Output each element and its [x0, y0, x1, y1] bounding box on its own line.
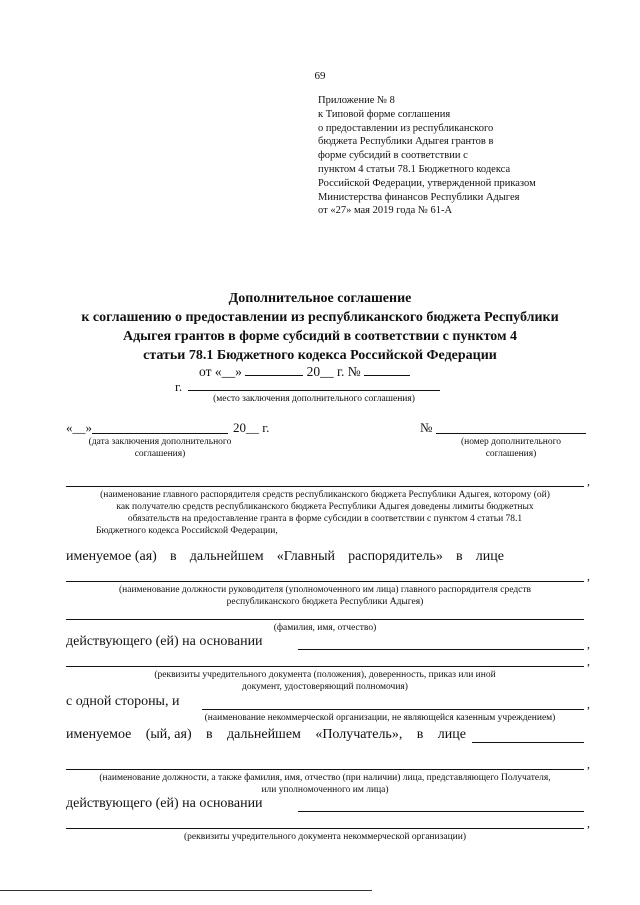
recipient-person-field[interactable]	[472, 742, 584, 743]
date-year: 20__ г.	[233, 420, 270, 435]
comma: ,	[587, 697, 590, 711]
annex-line: к Типовой форме соглашения	[318, 108, 451, 120]
organization-field[interactable]	[202, 709, 584, 710]
recipient-basis-field-2[interactable]	[66, 828, 584, 829]
recipient-person-caption: (наименование должности, а также фамилия, имя, отчество (при наличии) лица, представляющего Получателя, или уполномоченного им лица)	[99, 773, 551, 795]
title-line: статьи 78.1 Бюджетного кодекса Российской Федерации	[143, 348, 497, 363]
comma: ,	[587, 757, 590, 771]
chief-position-field[interactable]	[66, 581, 584, 582]
annex-line: Российской Федерации, утвержденной приказом	[318, 177, 536, 189]
number-prefix: №	[420, 420, 433, 435]
number-caption: (номер дополнительного соглашения)	[460, 437, 562, 459]
organization-caption: (наименование некоммерческой организации, не являющейся казенным учреждением)	[204, 713, 556, 723]
one-side-text: с одной стороны, и	[66, 694, 180, 709]
annex-line: Министерства финансов Республики Адыгея	[318, 191, 520, 203]
chief-basis-field-2[interactable]	[66, 666, 584, 667]
comma: ,	[587, 816, 590, 830]
date-field[interactable]	[92, 433, 228, 434]
page-number: 69	[314, 70, 326, 82]
place-field[interactable]	[188, 390, 440, 391]
chief-requisites-caption: (реквизиты учредительного документа (положения), доверенность, приказ или иной документ, удостоверяющий полномочия)	[154, 670, 496, 692]
fio-caption: (фамилия, имя, отчество)	[273, 623, 377, 633]
bottom-divider	[0, 890, 372, 891]
annex-header	[318, 94, 536, 218]
place-caption: (место заключения дополнительного соглашения)	[213, 394, 415, 404]
comma: ,	[587, 654, 590, 668]
date-caption: (дата заключения дополнительного соглашения)	[88, 437, 232, 459]
chief-manager-field[interactable]	[66, 486, 584, 487]
title-line: к соглашению о предоставлении из республиканского бюджета Республики	[81, 310, 559, 325]
annex-line: от «27» мая 2019 года № 61-А	[318, 205, 453, 217]
month-field[interactable]	[245, 362, 303, 376]
recipient-basis-field[interactable]	[298, 811, 584, 812]
annex-line: бюджета Республики Адыгея грантов в	[318, 136, 494, 148]
chief-basis-field[interactable]	[298, 649, 584, 650]
chief-fio-field[interactable]	[66, 619, 584, 620]
recipient-named-as: именуемое (ый, ая) в дальнейшем «Получатель», в лице	[66, 727, 466, 742]
place-prefix: г.	[175, 379, 183, 394]
recipient-requisites-caption: (реквизиты учредительного документа некоммерческой организации)	[184, 832, 466, 842]
document-title	[0, 289, 640, 365]
chief-named-as: именуемое (ая) в дальнейшем «Главный распорядитель» в лице	[66, 549, 504, 564]
from-prefix: от «__»	[199, 364, 246, 379]
comma: ,	[587, 569, 590, 583]
annex-line: о предоставлении из республиканского	[318, 122, 494, 134]
title-line: Адыгея грантов в форме субсидий в соответствии с пунктом 4	[122, 329, 518, 344]
agreement-date-number-line	[199, 362, 410, 380]
supplementary-number-field[interactable]	[436, 433, 586, 434]
agreement-number-field[interactable]	[364, 362, 410, 376]
chief-position-caption: (наименование должности руководителя (уполномоченного им лица) главного распорядителя средств республиканского бюджета Республики Адыгея)	[118, 585, 532, 607]
date-prefix: «__»	[66, 420, 92, 435]
recipient-acting-basis: действующего (ей) на основании	[66, 796, 263, 811]
chief-manager-caption: (наименование главного распорядителя средств республиканского бюджета Республики Адыгея, которому (ой) как получателю средств республиканского бюджета Республики Адыгея доведены лимиты бюджетных обязательств на предоставление гранта в форме субсидии в соответствии с пунктом 4 статьи 78.1 Бюджетного кодекса Российской Федерации,	[96, 490, 550, 536]
title-line: Дополнительное соглашение	[228, 291, 412, 306]
annex-line: форме субсидий в соответствии с	[318, 150, 468, 162]
annex-line: Приложение № 8	[318, 95, 395, 106]
comma: ,	[587, 474, 590, 488]
recipient-person-field-2[interactable]	[66, 769, 584, 770]
from-year: 20__ г. №	[303, 364, 365, 379]
annex-line: пунктом 4 статьи 78.1 Бюджетного кодекса	[318, 163, 511, 175]
chief-acting-basis: действующего (ей) на основании	[66, 634, 263, 649]
comma: ,	[587, 637, 590, 651]
